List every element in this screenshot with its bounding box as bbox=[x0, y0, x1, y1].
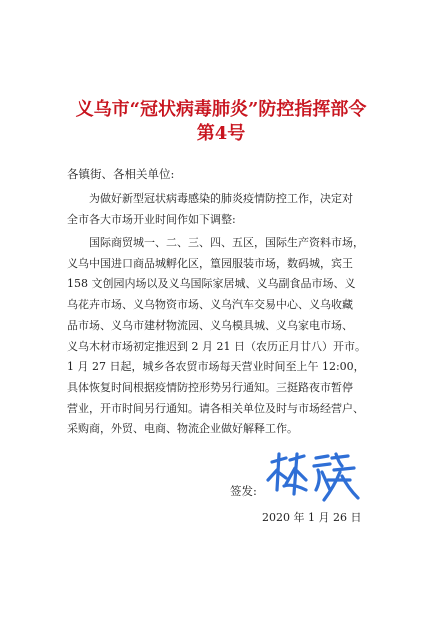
paragraph-line: 营业，开市时间另行通知。请各相关单位及时与市场经营户、 bbox=[67, 401, 364, 415]
paragraph-line: 为做好新型冠状病毒感染的肺炎疫情防控工作，决定对 bbox=[89, 192, 353, 205]
paragraph-line: 具体恢复时间根据疫情防控形势另行通知。三挺路夜市暂停 bbox=[67, 380, 353, 394]
paragraph-line: 1 月 27 日起，城乡各农贸市场每天营业时间至上午 12:00， bbox=[67, 360, 365, 374]
paragraph-markets bbox=[67, 233, 385, 440]
sign-label: 签发: bbox=[230, 484, 257, 498]
document-title-line2: 第4号 bbox=[196, 123, 246, 144]
salutation: 各镇街、各相关单位: bbox=[67, 167, 175, 181]
paragraph-line: 国际商贸城一、二、三、四、五区，国际生产资料市场， bbox=[89, 236, 364, 249]
paragraph-line: 采购商，外贸、电商、物流企业做好解释工作。 bbox=[67, 422, 298, 436]
paragraph-intro bbox=[67, 189, 385, 230]
paragraph-line: 义乌中国进口商品城孵化区，篁园服装市场，数码城，宾王 bbox=[67, 256, 353, 270]
paragraph-line: 品市场、义乌市建材物流园、义乌模具城、义乌家电市场、 bbox=[67, 318, 353, 332]
paragraph-line: 乌花卉市场、义乌物资市场、义乌汽车交易中心、义乌收藏 bbox=[67, 298, 353, 312]
handwritten-signature bbox=[264, 450, 360, 506]
document-title-line1: 义乌市“冠状病毒肺炎”防控指挥部令 bbox=[75, 99, 367, 120]
issue-date: 2020 年 1 月 26 日 bbox=[262, 511, 362, 524]
paragraph-line: 全市各大市场开业时间作如下调整: bbox=[67, 212, 236, 226]
paragraph-line: 义乌木材市场初定推迟到 2 月 21 日（农历正月廿八）开市。 bbox=[67, 339, 366, 353]
paragraph-line: 158 文创园内场以及义乌国际家居城、义乌副食品市场、义 bbox=[67, 277, 356, 291]
